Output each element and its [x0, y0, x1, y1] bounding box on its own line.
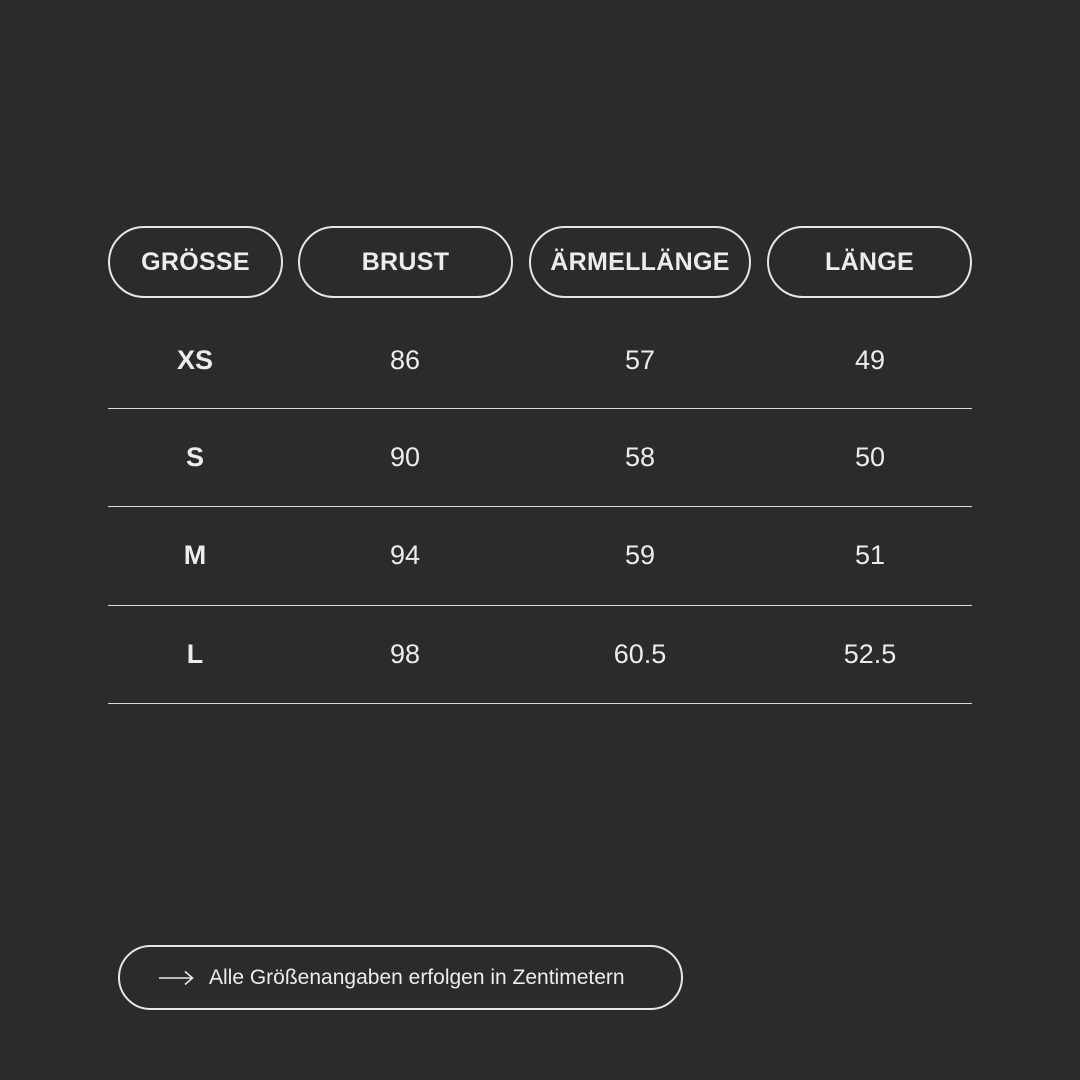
row-l-size: L: [186, 639, 204, 669]
row-xs-brust: 86: [389, 345, 421, 375]
row-m-aermellaenge: 59: [624, 540, 656, 570]
header-aermellaenge: ÄRMELLÄNGE: [529, 226, 751, 298]
row-s-size: S: [185, 442, 204, 472]
row-l-aermellaenge: 60.5: [613, 639, 667, 669]
arrow-right-icon: [158, 970, 194, 986]
row-m-brust: 94: [389, 540, 421, 570]
row-m-size: M: [183, 540, 207, 570]
row-m-laenge: 51: [854, 540, 886, 570]
row-divider: [108, 703, 972, 704]
row-divider: [108, 605, 972, 606]
row-divider: [108, 506, 972, 507]
header-brust: BRUST: [298, 226, 513, 298]
header-laenge: LÄNGE: [767, 226, 972, 298]
units-note-text: Alle Größenangaben erfolgen in Zentimetern: [209, 965, 625, 989]
row-xs-size: XS: [176, 345, 214, 375]
row-s-laenge: 50: [854, 442, 886, 472]
row-xs-aermellaenge: 57: [624, 345, 656, 375]
row-divider: [108, 408, 972, 409]
row-s-brust: 90: [389, 442, 421, 472]
row-s-aermellaenge: 58: [624, 442, 656, 472]
row-xs-laenge: 49: [854, 345, 886, 375]
row-l-brust: 98: [389, 639, 421, 669]
header-groesse: GRÖSSE: [108, 226, 283, 298]
units-note: [118, 945, 683, 1010]
row-l-laenge: 52.5: [843, 639, 897, 669]
